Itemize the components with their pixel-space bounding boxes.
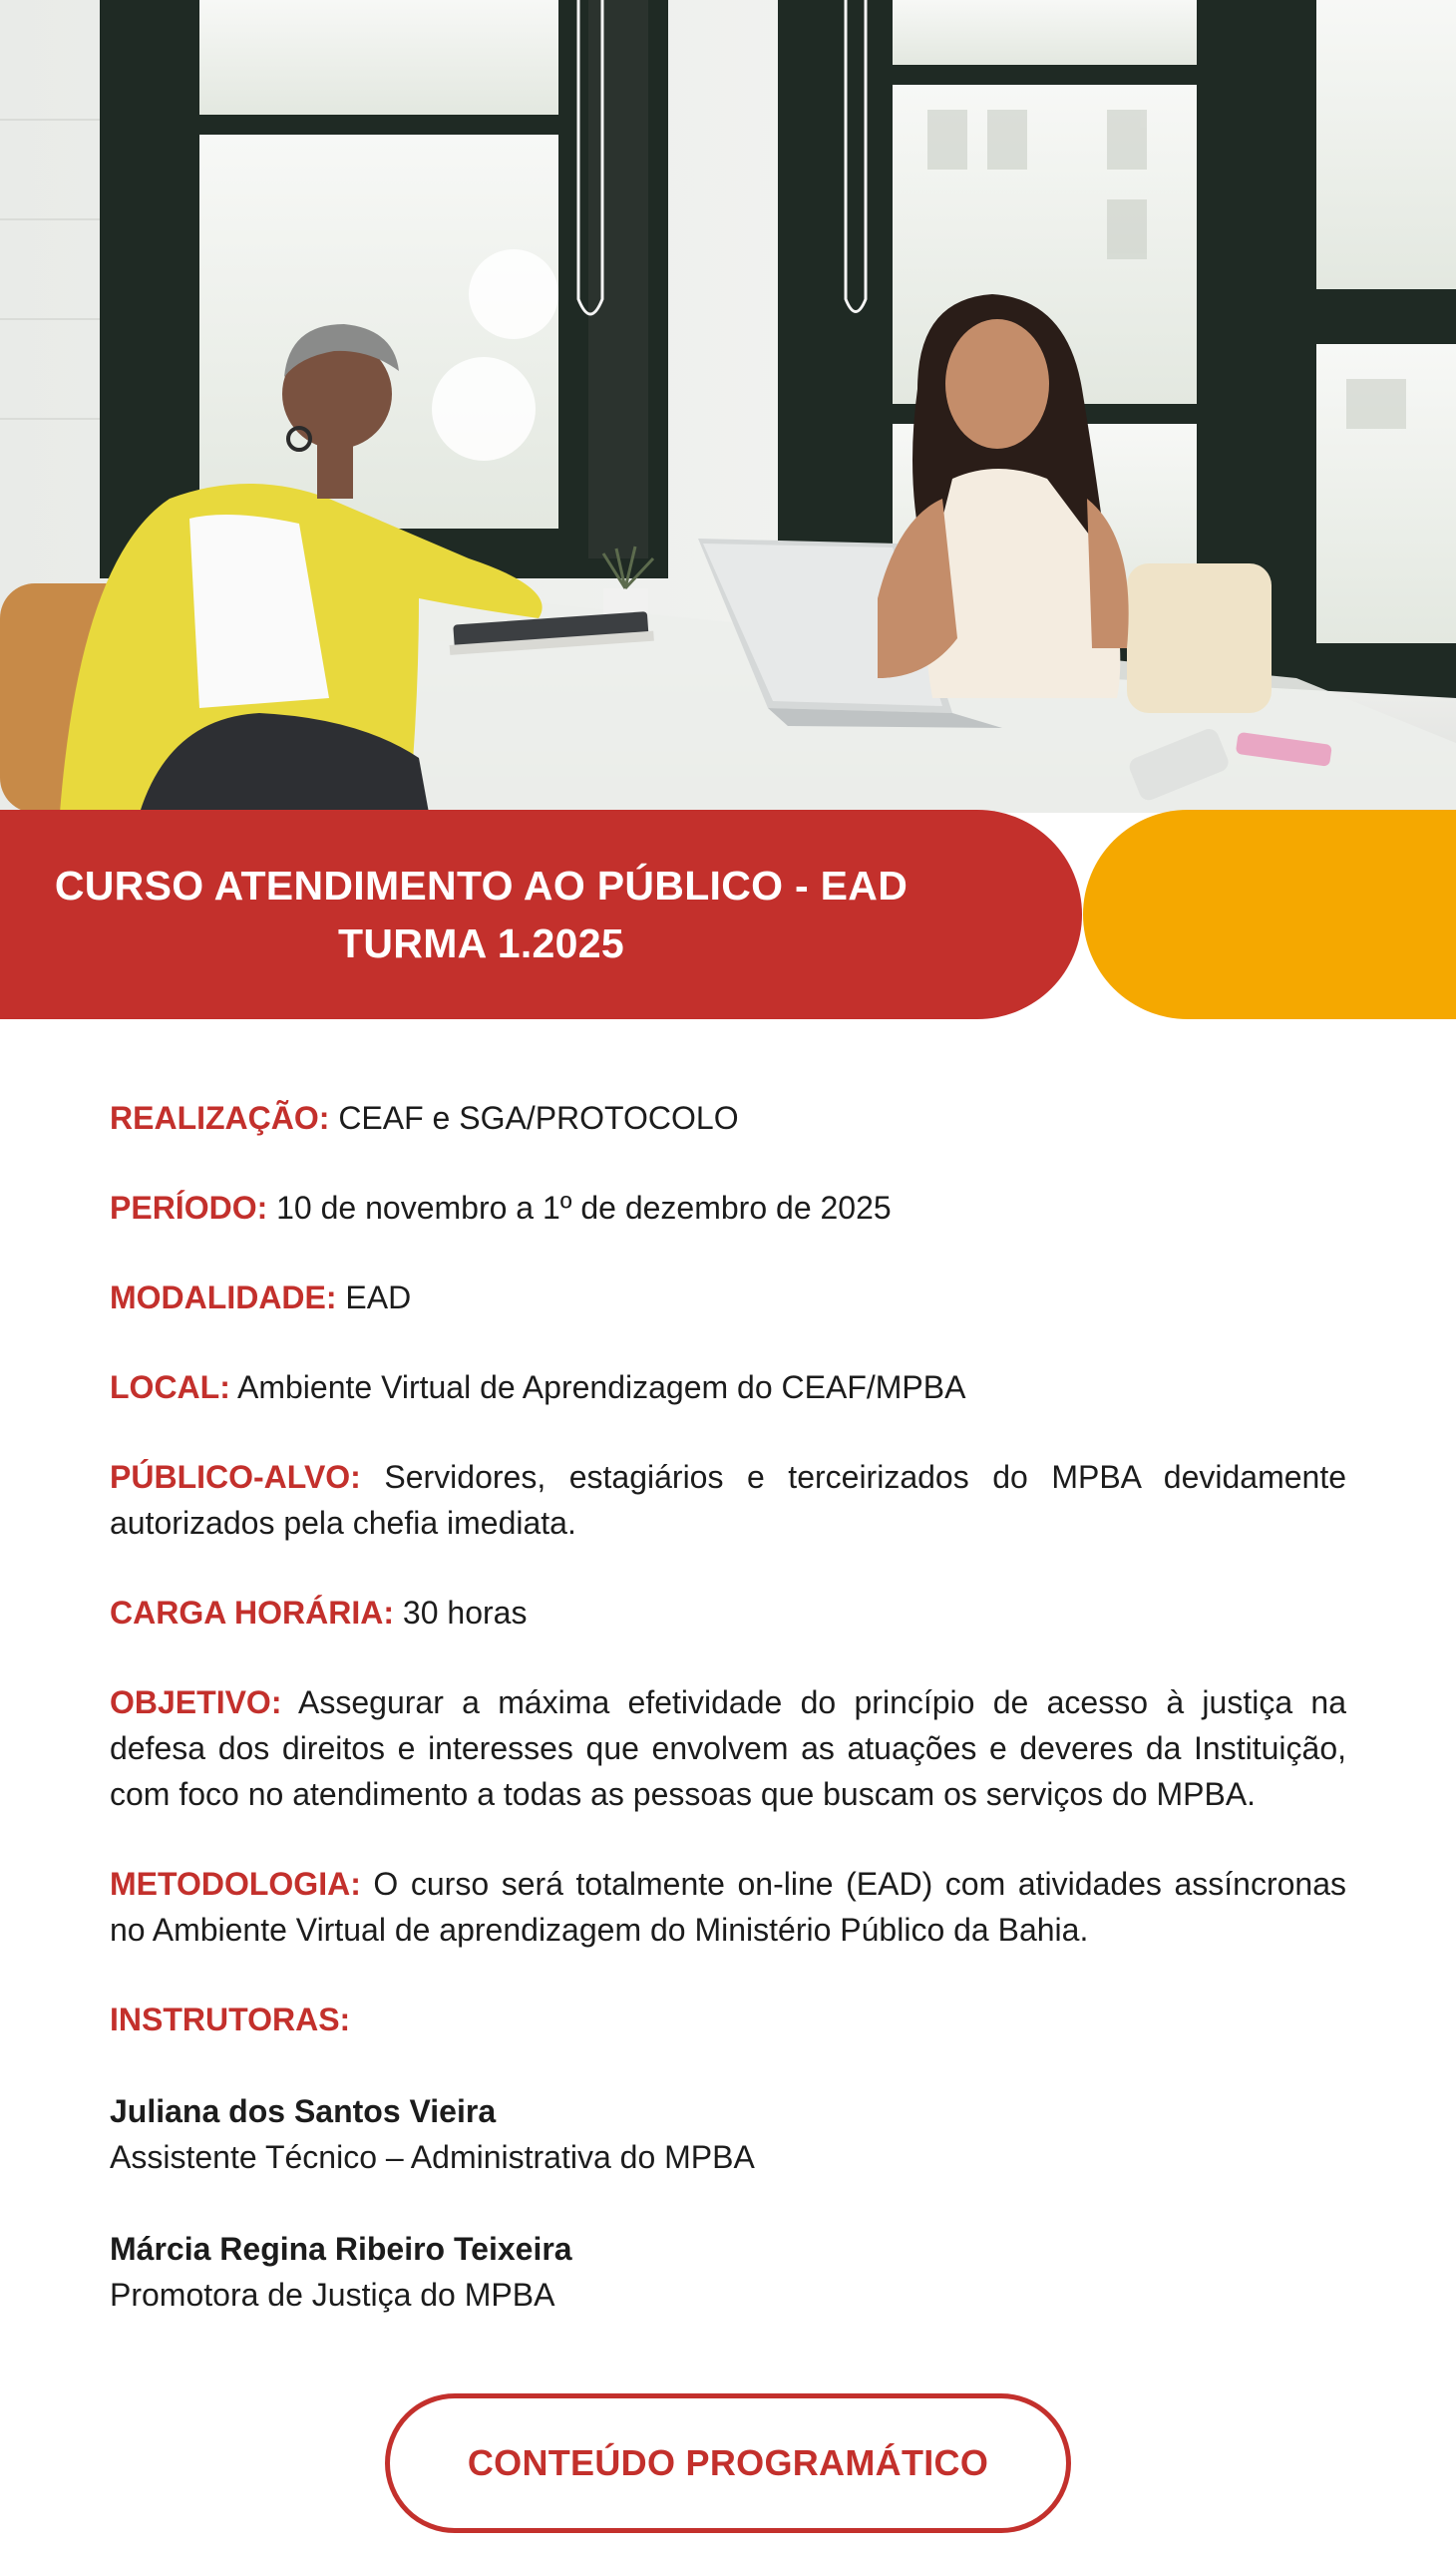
field-value: EAD — [345, 1279, 412, 1315]
instructor-role: Assistente Técnico – Administrativa do MPBA — [110, 2139, 755, 2175]
instructor-name: Márcia Regina Ribeiro Teixeira — [110, 2231, 572, 2267]
field-value: 10 de novembro a 1º de dezembro de 2025 — [276, 1190, 892, 1226]
field-label: MODALIDADE: — [110, 1279, 337, 1315]
field-label: PERÍODO: — [110, 1190, 268, 1226]
instructor-1 — [110, 2088, 1346, 2180]
field-value: Servidores, estagiários e terceirizados do MPBA devidamente autorizados pela chefia imediata. — [110, 1459, 1347, 1541]
field-value: Ambiente Virtual de Aprendizagem do CEAF/MPBA — [236, 1369, 966, 1405]
instructors-heading: INSTRUTORAS: — [110, 2002, 351, 2037]
field-value: Assegurar a máxima efetividade do princípio de acesso à justiça na defesa dos direitos e interesses que envolvem as atuações e deveres da Instituição, com foco no atendimento a todas as pessoas que buscam os serviços do MPBA. — [110, 1684, 1347, 1812]
field-publico-alvo — [110, 1454, 1346, 1546]
field-periodo — [110, 1185, 1346, 1231]
course-title: CURSO ATENDIMENTO AO PÚBLICO - EAD — [54, 863, 909, 909]
field-local — [110, 1364, 1346, 1410]
field-value: CEAF e SGA/PROTOCOLO — [338, 1100, 739, 1136]
field-label: LOCAL: — [110, 1369, 230, 1405]
field-metodologia — [110, 1861, 1346, 1953]
field-modalidade — [110, 1275, 1346, 1320]
accent-shape — [1083, 810, 1456, 1019]
field-carga-horaria — [110, 1590, 1346, 1636]
field-realizacao — [110, 1095, 1346, 1141]
instructor-2 — [110, 2226, 1346, 2318]
field-label: REALIZAÇÃO: — [110, 1100, 330, 1136]
photo-two-women-office-laptop-icon — [0, 0, 1456, 813]
course-info — [110, 1095, 1346, 2364]
field-objetivo — [110, 1679, 1346, 1817]
hero-photo — [0, 0, 1456, 813]
title-banner — [0, 810, 1082, 1019]
field-label: CARGA HORÁRIA: — [110, 1595, 395, 1631]
instructor-role: Promotora de Justiça do MPBA — [110, 2277, 555, 2313]
field-label: METODOLOGIA: — [110, 1866, 361, 1902]
conteudo-programatico-button[interactable]: CONTEÚDO PROGRAMÁTICO — [385, 2393, 1071, 2533]
field-label: PÚBLICO-ALVO: — [110, 1459, 361, 1495]
instructor-name: Juliana dos Santos Vieira — [110, 2093, 497, 2129]
field-value: 30 horas — [402, 1595, 528, 1631]
field-label: OBJETIVO: — [110, 1684, 282, 1720]
field-value: O curso será totalmente on-line (EAD) com atividades assíncronas no Ambiente Virtual de aprendizagem do Ministério Público da Bahia. — [110, 1866, 1347, 1948]
course-class: TURMA 1.2025 — [338, 920, 624, 966]
